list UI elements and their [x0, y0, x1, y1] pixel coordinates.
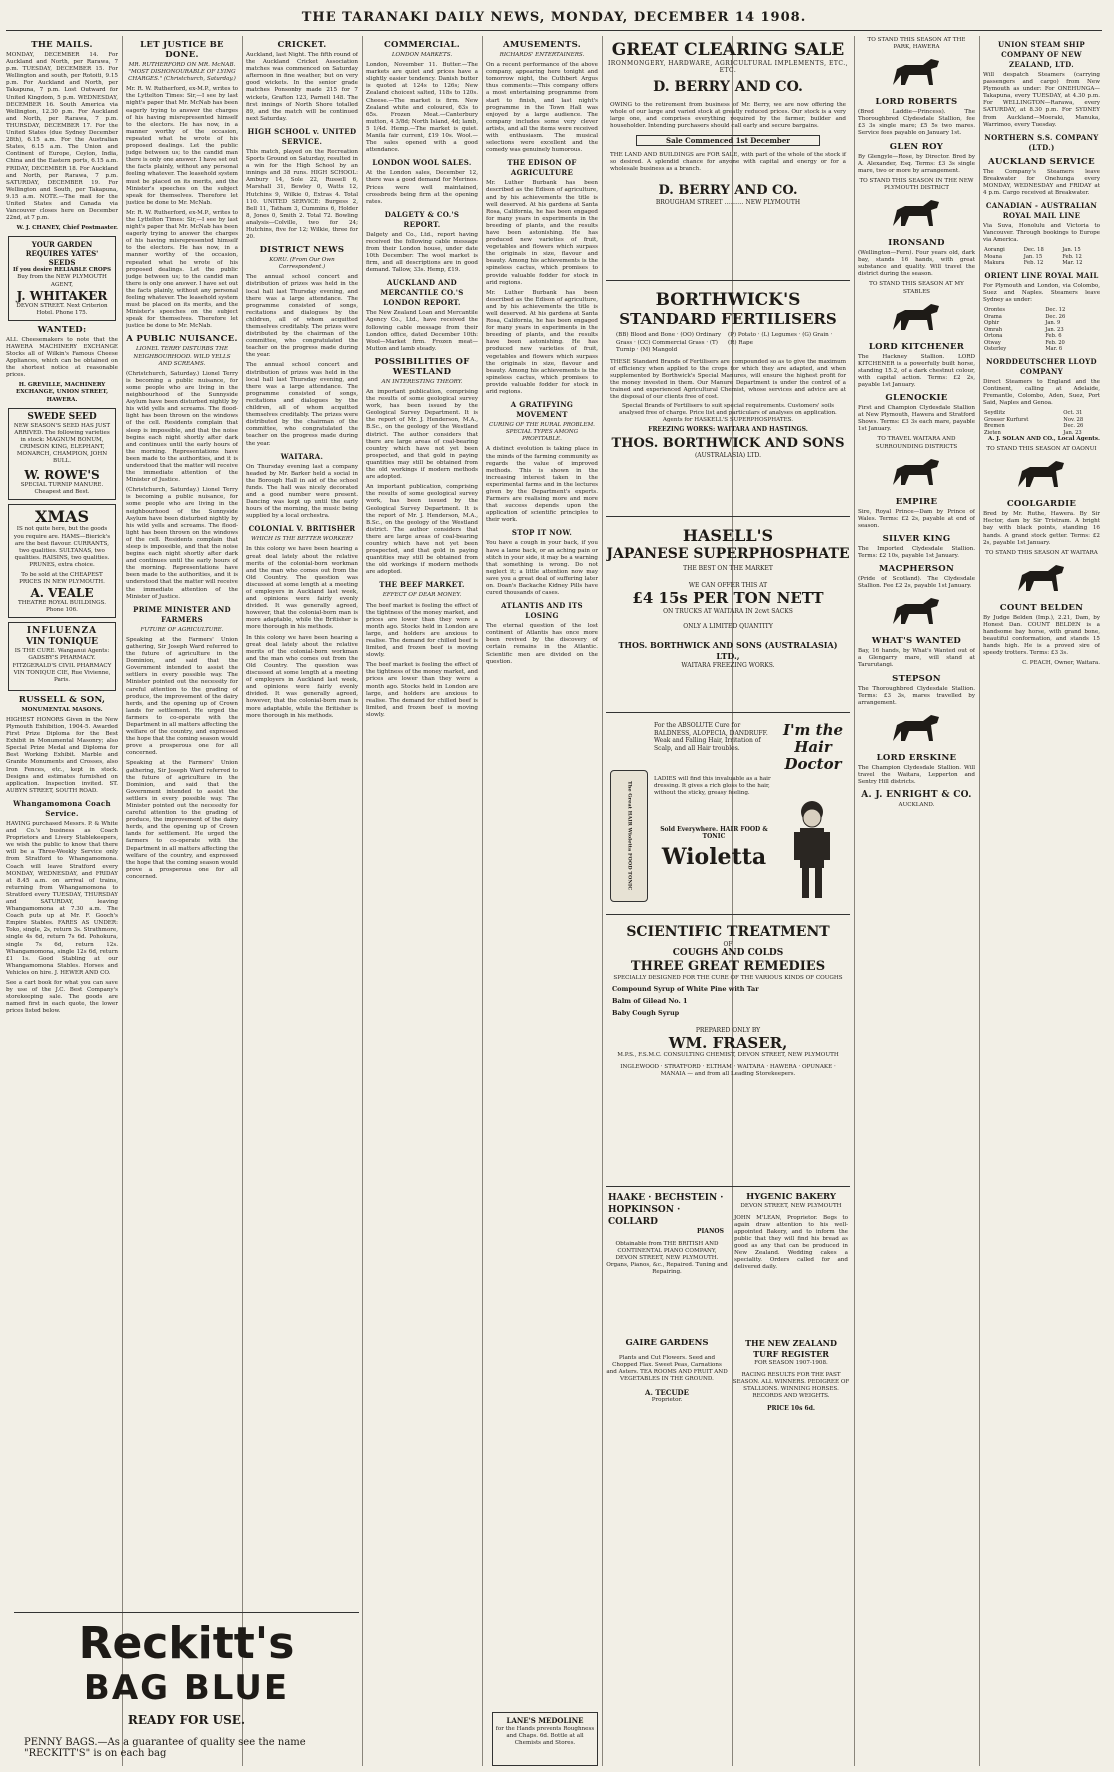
stallion-8-name: MACPHERSON	[878, 564, 955, 575]
bakery-title: HYGENIC BAKERY	[746, 1192, 836, 1202]
column-rule	[979, 36, 980, 1766]
coach-heading: Whangamomona Coach Service.	[13, 798, 111, 818]
edison-heading: THE EDISON OF AGRICULTURE	[507, 158, 577, 178]
veale-addr: THEATRE ROYAL BUILDINGS. Phone 106.	[17, 600, 107, 614]
swede-text: NEW SEASON'S SEED HAS JUST ARRIVED. The following varieties in stock: MAGNUM BONUM, CRIMSON KING, ELEPHANT, MONARCH, CHAMPION, JOHN BULL.	[13, 422, 111, 465]
turf-ad	[732, 1338, 850, 1488]
district-text: The annual school concert and distribution of prizes was held in the local hall last Thursday evening, and there was a large attendance. The programme consisted of songs, recitations and dialogues by the children, all of whom acquitted themselves creditably. The prizes were distributed by the chairman of the committee, who congratulated the teacher on the progress made during the year.	[246, 274, 358, 359]
column-rule	[602, 36, 603, 1766]
pm-sub: FUTURE OF AGRICULTURE.	[140, 626, 224, 633]
cricket-heading: CRICKET.	[277, 40, 327, 50]
table-cell: Grosser Kurfurst	[984, 416, 1029, 423]
atlantis-heading: ATLANTIS AND ITS LOSING	[501, 601, 583, 621]
belden-name: COUNT BELDEN	[999, 602, 1084, 613]
table-cell: Dec. 26	[1045, 313, 1066, 320]
borthwick-special: Special Brands of Fertilisers to suit special requirements. Customers' soils analysed free of charge. Price list and particulars of analyses on application. Agents for HASKELL'S SUPERPHOSPHATES.	[619, 402, 837, 423]
vin-text: IS THE CURE. Wanganui Agents: GADSBY'S PHARMACY. FITZGERALD'S CIVIL PHARMACY VIN TONIQUE CIE, Rue Vivienne, Paris.	[12, 648, 112, 683]
westland-heading: POSSIBILITIES OF WESTLAND	[374, 356, 470, 377]
coolgardie-head: TO STAND THIS SEASON AT OAONUI	[986, 446, 1097, 453]
horse-icon	[887, 55, 947, 93]
nuisance-sub: LIONEL TERRY DISTURBS THE NEIGHBOURHOOD. WILD YELLS AND SCREAMS.	[133, 346, 231, 367]
canadian-heading: CANADIAN - AUSTRALIAN ROYAL MAIL LINE	[985, 201, 1098, 221]
swede-heading: SWEDE SEED	[27, 411, 97, 422]
union-text: Will despatch Steamers (carrying passengers and cargo) from New Plymouth as under: For ONEHUNGA—Takapuna, every TUESDAY, at 4.30 p.m. For WELLINGTON—Rarawa, every SATURDAY, at 8.30 p.m. For SYDNEY from Auckland—Moeraki, Manuka, Warrimoo, every Tuesday.	[983, 72, 1100, 128]
justice-sub: MR. RUTHERFORD ON MR. McNAB. "MOST DISHONOURABLE OF LYING CHARGES." (Christchurch, Saturday.)	[128, 62, 236, 83]
hasell-firm-sub: WAITARA FREEZING WORKS.	[681, 662, 775, 669]
wanted-heading: WANTED:	[37, 324, 87, 335]
beef-text-cont: The beef market is feeling the effect of the tightness of the money market, and prices are lower than they were a month ago. Stocks held in London are large, and holders are anxious to realise. The demand for chilled beef is limited, and frozen beef is moving slowly.	[366, 662, 478, 718]
stallion-6-text: Sire, Royal Prince—Dam by Prince of Wales. Terms: £2 2s, payable at end of season.	[858, 508, 975, 529]
stallion-10-name: STEPSON	[892, 673, 941, 684]
stallion-10-text: The Thoroughbred Clydesdale Stallion. Terms: £3 3s, mares travelled by arrangement.	[858, 685, 975, 706]
reckitts-brand: Reckitt's	[78, 1618, 295, 1669]
fraser-agents: INGLEWOOD · STRATFORD · ELTHAM · WAITARA · HAWERA · OPUNAKE · MANAIA — and from all Leading Storekeepers.	[620, 1064, 836, 1077]
horse-icon	[887, 594, 947, 632]
table-cell: Nov. 28	[1063, 416, 1084, 423]
xmas-ad	[8, 504, 116, 618]
masthead: THE TARANAKI DAILY NEWS, MONDAY, DECEMBER 14 1908.	[301, 10, 807, 25]
yates-ad	[8, 236, 116, 320]
hasell-limited: ONLY A LIMITED QUANTITY	[683, 623, 773, 630]
table-cell: Jan. 23	[1063, 429, 1082, 436]
hasell-best: THE BEST ON THE MARKET	[683, 565, 773, 572]
vin-tonique: VIN TONIQUE	[25, 637, 99, 648]
stallion-3-head: TO STAND THIS SEASON IN THE NEW PLYMOUTH DISTRICT	[859, 177, 974, 191]
shipping-agent: A. J. SOLAN AND CO., Local Agents.	[987, 436, 1100, 443]
amusements-heading: AMUSEMENTS.	[502, 40, 582, 50]
fertiliser-list-left: (BB) Blood and Bone · (OO) Ordinary Grass · (CC) Commercial Grass · (T) Turnip · (M) Mangold	[616, 332, 722, 353]
column-5	[486, 36, 598, 1506]
yates-sub: If you desire RELIABLE CROPS	[12, 267, 112, 274]
russell-text: HIGHEST HONORS Given in the New Plymouth Exhibition, 1904-5. Awarded First Prize Diploma for the Best Exhibit in Monumental Masonry; also Special Prize Medal and Diploma for Best Working Exhibit. Marble and Granite Monuments and Crosses, also Iron Fences, etc., kept in stock. Designs and estimates furnished on application. Inspection invited. ST. AUBYN STREET, SOUTH ROAD.	[6, 716, 118, 794]
veale-text: To be sold at the CHEAPEST PRICES IN NEW PLYMOUTH.	[19, 571, 105, 586]
wioletta-bottle: The Great HAIR Wioletta FOOD TONIC	[610, 770, 648, 902]
yates-heading: YOUR GARDEN REQUIRES YATES' SEEDS	[25, 240, 99, 268]
sale-footer-addr: BROUGHAM STREET .......... NEW PLYMOUTH	[655, 198, 801, 206]
stallion-4-name: LORD KITCHENER	[868, 341, 965, 352]
lanes-text: for the Hands prevents Roughness and Chaps. 6d. Bottle at all Chemists and Stores.	[495, 1726, 595, 1746]
turf-text: RACING RESULTS FOR THE PAST SEASON. ALL WINNERS. PEDIGREE OF STALLIONS. WINNING HORSES. RECORDS AND WEIGHTS.	[732, 1371, 850, 1399]
fraser-of: OF	[723, 941, 733, 948]
horse-icon	[887, 455, 947, 493]
hasell-offer: WE CAN OFFER THIS AT	[688, 582, 768, 589]
fraser-sub: COUGHS AND COLDS	[672, 948, 784, 958]
table-cell: Jan. 23	[1045, 326, 1064, 333]
stallion-4-text: The Hackney Stallion. LORD KITCHENER is a powerfully built horse, standing 15.2, of a dark chestnut colour, with capital action. Terms: £2 2s, payable 1st January.	[858, 353, 975, 388]
wioletta-name: Wioletta	[661, 844, 767, 870]
stallion-6-head: TO TRAVEL WAITARA AND SURROUNDING DISTRICTS	[875, 436, 958, 450]
stallion-1-head: TO STAND THIS SEASON AT THE PARK, HAWERA	[867, 37, 966, 51]
sailing-row	[983, 260, 1100, 267]
borthwick-sub: STANDARD FERTILISERS	[619, 310, 837, 328]
horse-icon	[887, 711, 947, 749]
column-rule	[482, 36, 483, 1766]
wioletta-slogan: I'm the Hair Doctor	[782, 721, 844, 773]
remedy-2: Balm of Gilead No. 1	[612, 997, 688, 1005]
reckitts-footer: PENNY BAGS.—As a guarantee of quality see the name "RECKITT'S" is on each bag	[24, 1737, 306, 1759]
greville: H. GREVILLE, MACHINERY EXCHANGE, UNION STREET, HAWERA.	[15, 382, 109, 403]
stallion-3-name: IRONSAND	[888, 238, 945, 249]
fraser-ad	[606, 920, 850, 1187]
belden-text: By Judge Belden (Imp.), 2.21, Dam, by Honest Dan. COUNT BELDEN is a handsome bay horse, with grand bone, beautiful conformation, and stands 15 hands high. He is a proved sire of speedy trotters. Terms: £3 3s.	[983, 614, 1100, 657]
table-cell: Feb. 12	[1023, 260, 1044, 267]
orient-row	[983, 346, 1100, 353]
table-cell: Dec. 12	[1045, 307, 1066, 314]
xmas-text: IS not quite here, but the goods you require are. HAMS—Bierick's are the best flavour. CURRANTS, two qualities. SULTANAS, two qualities. RAISINS, two qualities. PRUNES, extra choice.	[13, 526, 111, 568]
commercial-text: London, November 11. Butter.—The markets are quiet and prices have a slightly easier tendency. Danish butter is quoted at 124s to 126s; New Zealand choicest salted, 118s to 120s. Cheese.—The market is firm. New Zealand white and coloured, 63s to 65s. Frozen Meat.—Canterbury mutton, 4 3/8d; North Island, 4d; lamb, 5 1/4d. Hemp.—The market is quiet. Manila fair current, £19 10s. Wool.—The sales opened with a good attendance.	[366, 62, 478, 154]
column-1	[6, 36, 118, 1606]
atlantis-text: The eternal question of the lost continent of Atlantis has once more been revived by the discovery of certain remains in the Atlantic. Scientific men are divided on the question.	[486, 623, 598, 665]
peach-owner: C. PEACH, Owner, Waitara.	[1022, 660, 1100, 667]
bakery-addr: DEVON STREET, NEW PLYMOUTH	[740, 1203, 842, 1209]
canadian-text: Via Suva, Honolulu and Victoria to Vancouver. Through bookings to Europe via America.	[983, 223, 1100, 244]
wool-text: At the London sales, December 12, there was a good demand for Merinos. Prices were well maintained, crossbreds being firm at the opening rates.	[366, 170, 478, 205]
justice-text: Mr. R. W. Rutherford, ex-M.P., writes to the Lyttelton Times: Sir,—I see by last night's paper that Mr. McNab has been eagerly trying to answer the charges of his having misrepresented himself to the electors. He has now, in a manner worthy of the occasion, repeated what he wrote of his proposed dealings. Let the public judge between us; to the candid man there is only one answer. I have set out the facts plainly, without any personal feeling whatever. The leasehold system must be placed on its merits, and the Minister's speeches on the subject speak for themselves. Therefore let justice be done to Mr. McNab.	[126, 86, 238, 206]
table-cell: Dec. 26	[1063, 423, 1084, 430]
pm-heading: PRIME MINISTER AND FARMERS	[133, 604, 231, 624]
coolgardie-name: COOLGARDIE	[1006, 499, 1077, 510]
colonial-text-cont: In this colony we have been hearing a great deal lately about the relative merits of the colonial-born workman and the man who comes out from the Old Country. The question was discussed at some length at a meeting of employers in Auckland last week, and opinions were fairly evenly divided. It was generally agreed, however, that the colonial-born man is more adaptable, while the Britisher is more thorough in his methods.	[246, 634, 358, 719]
stallion-7-text: The Imported Clydesdale Stallion. Terms: £2 10s, payable 1st January.	[858, 545, 975, 559]
lloyd-table	[983, 410, 1100, 436]
mercantile-heading: AUCKLAND AND MERCANTILE CO.'S LONDON REPORT.	[380, 278, 464, 308]
sale-sub: IRONMONGERY, HARDWARE, AGRICULTURAL IMPLEMENTS, ETC., ETC.	[607, 60, 849, 74]
nuisance-text: (Christchurch, Saturday.) Lionel Terry is becoming a public nuisance, for some people who are living in the neighbourhood of the Sunnyside Asylum have been disturbed nightly by his wild yells and screams. The flood-light has been thrown on the windows of the cell. Residents complain that sleep is impossible, and that the noise begins each night shortly after dark and continues until the early hours of the morning. Representations have been made to the authorities, and it is understood that the matter will receive the immediate attention of the Minister of Justice.	[126, 370, 238, 484]
orient-text: For Plymouth and London, via Colombo, Suez and Naples. Steamers leave Sydney as under:	[983, 282, 1100, 304]
hasell-price: £4 15s PER TON NETT	[632, 589, 824, 607]
fraser-three: THREE GREAT REMEDIES	[630, 959, 826, 974]
newspaper-page	[4, 0, 1104, 1772]
column-rule	[122, 36, 123, 1766]
influenza-heading: INFLUENZA	[26, 626, 98, 637]
table-cell: Ophir	[984, 320, 1000, 327]
richards-sub: RICHARDS' ENTERTAINERS.	[499, 52, 585, 58]
hasell-firm: THOS. BORTHWICK AND SONS (AUSTRALASIA) LTD.,	[618, 640, 838, 661]
column-9	[983, 36, 1100, 1766]
stallion-5-name: GLENOCKIE	[885, 393, 948, 404]
turf-season: FOR SEASON 1907-1908.	[754, 1360, 828, 1366]
district-sub: KORU. (From Our Own Correspondent.)	[269, 257, 335, 271]
district-text-cont: The annual school concert and distribution of prizes was held in the local hall last Thursday evening, and there was a large attendance. The programme consisted of songs, recitations and dialogues by the children, all of whom acquitted themselves creditably. The prizes were distributed by the chairman of the committee, who congratulated the teacher on the progress made during the year.	[246, 362, 358, 447]
table-cell: Seydlitz	[984, 410, 1006, 417]
dalgety-heading: DALGETY & CO.'S REPORT.	[384, 209, 460, 229]
remedy-1: Compound Syrup of White Pine with Tar	[612, 985, 759, 993]
stallion-2-text: By Glengyle—Rose, by Director. Bred by A. Alexander, Esq. Terms: £3 3s single mare, two or more by arrangement.	[858, 153, 975, 174]
stallion-9-text: Bay, 16 hands, by What's Wanted out of a Glengarry mare, will stand at Tarurutangi.	[858, 648, 975, 669]
highschool-text: This match, played on the Recreation Sports Ground on Saturday, resulted in a win for the High School by an innings and 38 runs. HIGH SCHOOL: Ambury 14, Sole 22, Russell 6, Marshall 31, Bewley 0, Watts 12, Hutchins 9, Wilkie 0, Extras 4. Total 110. UNITED SERVICE: Burgess 2, Bell 11, Tatham 3, Cummins 6, Holder 8, Jones 0, Smith 2. Total 72. Bowling analysis—Colville, two for 24; Hutchins, five for 12; Wilkie, three for 20.	[246, 148, 358, 241]
westland-sub: AN INTERESTING THEORY.	[381, 378, 463, 385]
coolgardie-text: Bred by Mr. Ruthe, Hawera. By Sir Hector, dam by Sir Tristram. A bright bay with black points, standing 16 hands. A grand stock getter. Terms: £2 2s, payable 1st January.	[983, 511, 1100, 546]
northern-sub: AUCKLAND SERVICE	[988, 156, 1095, 167]
rowe-text: SPECIAL TURNIP MANURE. Cheapest and Best.	[20, 482, 104, 496]
table-cell: Aorangi	[984, 247, 1005, 254]
stallion-1-text: (Bred Laddie—Princess). The Thoroughbred Clydesdale Stallion, fee £3 3s single mare; £5 5s two mares. Service fees payable on January 1st.	[858, 109, 975, 137]
reckitts-ad	[14, 1612, 359, 1763]
gardens-owner: A. TECUDE	[645, 1388, 689, 1398]
hasell-sub: JAPANESE SUPERPHOSPHATE	[606, 546, 850, 562]
column-rule	[362, 36, 363, 1766]
mercantile-text: The New Zealand Loan and Mercantile Agency Co., Ltd., have received the following cable message from their London office, dated December 10th: Wool—Market firm. Frozen meat—Mutton and lamb steady.	[366, 310, 478, 352]
swede-ad	[8, 408, 116, 501]
colonial-sub: WHICH IS THE BETTER WORKER?	[251, 536, 353, 543]
nuisance-text-cont: (Christchurch, Saturday.) Lionel Terry is becoming a public nuisance, for some people who are living in the neighbourhood of the Sunnyside Asylum have been disturbed nightly by his wild yells and screams. The flood-light has been thrown on the windows of the cell. Residents complain that sleep is impossible, and that the noise begins each night shortly after dark and continues until the early hours of the morning. Representations have been made to the authorities, and it is understood that the matter will receive the immediate attention of the Minister of Justice.	[126, 487, 238, 600]
column-rule	[854, 36, 855, 1766]
gardens-owner-sub: Proprietor.	[651, 1397, 683, 1404]
table-cell: Omrah	[984, 326, 1003, 333]
northern-text: The Company's Steamers leave Breakwater for Onehunga every MONDAY, WEDNESDAY and FRIDAY at 4 p.m. Cargo received at Breakwater.	[983, 168, 1100, 197]
amusements-text: On a recent performance of the above company, appearing here tonight and tomorrow night, the Cuthbert Argus thus comments:—This company offers a most entertaining programme from start to finish, and last night's programme in the Town Hall was enjoyed by a large audience. The company includes some very clever artists, and all the items were received with enthusiasm. The musical selections were excellent and the comedy was genuinely humorous.	[486, 62, 598, 154]
column-2	[126, 36, 238, 1606]
wanted-text: ALL Cheesemakers to note that the HAWERA MACHINERY EXCHANGE Stocks all of Wilkin's Famous Cheese Appliances, which can be obtained on the shortest notice at reasonable prices.	[6, 336, 118, 379]
fraser-title: SCIENTIFIC TREATMENT	[626, 924, 830, 940]
highschool-heading: HIGH SCHOOL v. UNITED SERVICE.	[247, 126, 357, 146]
table-cell: Orontes	[984, 307, 1006, 314]
sale-land: THE LAND AND BUILDINGS are FOR SALE, with part of the whole of the stock if so desired. A splendid chance for anyone with capital and energy or for a wholesale business as a branch.	[610, 151, 846, 172]
london-markets-sub: LONDON MARKETS.	[391, 52, 453, 58]
influenza-ad	[8, 622, 116, 690]
horse-icon	[1012, 457, 1072, 495]
sale-footer-firm: D. BERRY AND CO.	[658, 182, 798, 198]
column-4	[366, 36, 478, 1766]
belden-head: TO STAND THIS SEASON AT WAITARA	[985, 549, 1098, 556]
enright-addr: AUCKLAND.	[898, 802, 935, 809]
piano-makers: HAAKE · BECHSTEIN · HOPKINSON · COLLARD	[608, 1193, 724, 1227]
waitara-heading: WAITARA.	[280, 451, 324, 461]
coach-text: HAVING purchased Messrs. P. & White and Co.'s business as Coach Proprietors and Livery Stablekeepers, we wish the public to know that there will be a Three-Weekly Service only from Stratford to Whangamomona. Coach will leave Stratford every MONDAY, WEDNESDAY, and FRIDAY at 8.45 a.m. on arrival of trains, returning from Whangamomona to Stratford every TUESDAY, THURSDAY and SATURDAY, leaving Whangamomona at 7.30 a.m. The Coach puts up at Mr. F. Gooch's Empire Stables. FARES AS UNDER: Toko, single, 2s, return 3s. Strathmore, single 4s 6d, return 7s 6d. Pohokura, single 7s 6d, return 12s. Whangamomona, single 12s 6d, return £1 1s. Good Stabling at our Whangamomona Stables. Horses and Vehicles on hire. J. HEWER AND CO.	[6, 820, 118, 976]
whitaker-text: Buy from the NEW PLYMOUTH AGENT,	[17, 274, 107, 288]
beef-sub: EFFECT OF DEAR MONEY.	[382, 592, 462, 599]
fraser-chemist: WM. FRASER,	[668, 1034, 788, 1052]
nlloyd-heading: NORDDEUTSCHER LLOYD COMPANY	[986, 356, 1097, 376]
whitaker-name: J. WHITAKER	[16, 288, 108, 303]
reckitts-product: BAG BLUE	[83, 1668, 290, 1708]
stallion-6-name: EMPIRE	[895, 496, 938, 507]
borthwick-firm-sub: (AUSTRALASIA) LTD.	[694, 451, 762, 459]
table-cell: Otway	[984, 339, 1001, 346]
borthwick-firm: THOS. BORTHWICK AND SONS	[611, 435, 845, 451]
table-cell: Makura	[984, 260, 1005, 267]
table-cell: Jan. 15	[1062, 247, 1081, 254]
sale-text: OWING to the retirement from business of Mr. Berry, we are now offering the whole of our large and varied stock at greatly reduced prices. Our stock is a very large one, and comprises everything required by the farmer, builder and householder. Intending purchasers should call early and secure bargains.	[610, 101, 846, 129]
veale-name: A. VEALE	[30, 586, 94, 601]
column-8	[858, 36, 975, 1766]
enright-name: A. J. ENRIGHT & CO.	[861, 790, 972, 801]
fraser-chemist-sub: M.P.S., F.S.M.C. CONSULTING CHEMIST, DEVON STREET, NEW PLYMOUTH	[617, 1052, 839, 1058]
table-cell: Ortona	[984, 333, 1003, 340]
waitara-text: On Thursday evening last a company headed by Mr. Barker held a social in the Borough Hall in aid of the school funds. The hall was nicely decorated and a good number were present. Dancing was kept up until the early hours of the morning, the music being supplied by a local orchestra.	[246, 463, 358, 520]
reckitts-tagline: READY FOR USE.	[127, 1713, 246, 1727]
hasell-ad	[606, 522, 850, 713]
colonial-text: In this colony we have been hearing a great deal lately about the relative merits of the colonial-born workman and the man who comes out from the Old Country. The question was discussed at some length at a meeting of employers in Auckland last week, and opinions were fairly evenly divided. It was generally agreed, however, that the colonial-born man is more adaptable, while the Britisher is more thorough in his methods.	[246, 546, 358, 631]
rowe-name: W. ROWE'S	[24, 468, 100, 483]
sale-commence: Sale Commenced 1st December	[636, 135, 820, 146]
borthwick-works: FREEZING WORKS: WAITARA AND HASTINGS.	[648, 425, 808, 433]
table-cell: Moana	[984, 253, 1002, 260]
wool-heading: LONDON WOOL SALES.	[372, 158, 472, 168]
pm-text: Speaking at the Farmers' Union gathering, Sir Joseph Ward referred to the future of agriculture in the Dominion, and said that the Government intended to assist the settlers in every possible way. The Minister pointed out the necessity for careful attention to the grading of produce, the improvement of the dairy herds, and the opening up of Crown lands for settlement. He urged the farmers to co-operate with the Department in all matters affecting the welfare of the country, and expressed the hope that the coming season would prove a prosperous one for all concerned.	[126, 636, 238, 757]
table-cell: Jan. 9	[1045, 320, 1061, 327]
northern-heading: NORTHERN S.S. COMPANY (LTD.)	[984, 132, 1099, 152]
pm-text-cont: Speaking at the Farmers' Union gathering, Sir Joseph Ward referred to the future of agriculture in the Dominion, and said that the Government intended to assist the settlers in every possible way. The Minister pointed out the necessity for careful attention to the grading of produce, the improvement of the dairy herds, and the opening up of Crown lands for settlement. He urged the farmers to co-operate with the Department in all matters affecting the welfare of the country, and expressed the hope that the coming season would prove a prosperous one for all concerned.	[126, 760, 238, 880]
stallion-11-text: The Champion Clydesdale Stallion. Will travel the Waitara, Lepperton and Sentry Hill districts.	[858, 764, 975, 786]
borthwick-title: BORTHWICK'S	[655, 290, 801, 310]
stallion-9-name: WHAT'S WANTED	[871, 636, 962, 647]
russell-heading: RUSSELL & SON,	[18, 694, 106, 705]
table-cell: Zieten	[984, 429, 1001, 436]
gardens-title: GAIRE GARDENS	[625, 1338, 709, 1348]
stallion-3-text: (Wellington—Fern). Four years old, dark bay, stands 16 hands, with great substance and quality. Will travel the district during the season.	[858, 250, 975, 278]
stallion-4-head: TO STAND THIS SEASON AT MY STABLES	[869, 281, 964, 295]
lanes-title: LANE'S MEDOLINE	[506, 1716, 584, 1725]
table-cell: Bremen	[984, 423, 1005, 430]
horse-icon	[887, 196, 947, 234]
hint-text: See a cart book for what you can save by use of the J.C. Best Company's storekeeping sale. The goods are named first in each quote, the lower prices listed below.	[6, 980, 118, 1015]
edison-text-cont: Mr. Luther Burbank has been described as the Edison of agriculture, and by his achievements the title is well deserved. At his gardens at Santa Rosa, California, he has been engaged for many years in experiments in the breeding of plants, and the results have been astonishing. He has produced new varieties of fruit, vegetables and flowers which surpass the originals in size, flavour and beauty. Among his achievements is the spineless cactus, which promises to provide valuable fodder for stock in arid regions.	[486, 289, 598, 396]
stallion-7-name: SILVER KING	[882, 533, 951, 544]
stallion-5-text: First and Champion Clydesdale Stallion at New Plymouth, Hawera and Stratford Shows. Terms: £3 3s each mare, payable 1st January.	[858, 405, 975, 433]
table-cell: Mar. 6	[1045, 346, 1063, 353]
stallion-11-name: LORD ERSKINE	[876, 752, 957, 763]
table-cell: Feb. 6	[1045, 333, 1062, 340]
fraser-special: SPECIALLY DESIGNED FOR THE CURE OF THE VARIOUS KINDS OF COUGHS	[613, 975, 843, 981]
bakery-ad	[732, 1192, 850, 1332]
colonial-heading: COLONIAL V. BRITISHER	[248, 524, 356, 534]
stop-heading: STOP IT NOW.	[511, 528, 573, 538]
lanes-ad	[492, 1712, 598, 1766]
xmas-heading: XMAS	[34, 507, 90, 527]
piano-text: Obtainable from THE BRITISH AND CONTINENTAL PIANO COMPANY, DEVON STREET, NEW PLYMOUTH. Organs, Pianos, &c., Repaired. Tuning and Repairing.	[606, 1240, 728, 1275]
hair-doctor-figure-icon	[784, 798, 840, 902]
table-cell: Feb. 12	[1062, 253, 1082, 260]
pianos-ad	[606, 1192, 728, 1332]
wioletta-sold: Sold Everywhere. HAIR FOOD & TONIC	[660, 826, 768, 840]
borthwick-ad	[606, 286, 850, 517]
sale-firm: D. BERRY AND CO.	[653, 79, 803, 95]
stallion-1-name: LORD ROBERTS	[875, 97, 958, 108]
table-cell: Osterley	[984, 346, 1007, 353]
table-cell: Feb. 20	[1045, 339, 1065, 346]
table-cell: Oct. 31	[1063, 410, 1083, 417]
wioletta-ladies: LADIES will find this invaluable as a hair dressing. It gives a rich gloss to the hair, without the sticky, greasy feeling.	[654, 776, 771, 796]
wioletta-ad	[606, 718, 850, 915]
postmaster: W. J. CHANEY, Chief Postmaster.	[16, 225, 118, 232]
turf-price: PRICE 10s 6d.	[766, 1405, 816, 1413]
canadian-sailings-table	[983, 247, 1100, 267]
fertiliser-list-right: (P) Potato · (L) Legumes · (G) Grain · (R) Rape	[728, 332, 833, 346]
bakery-text: JOHN M'LEAN, Proprietor. Begs to again draw attention to his well-appointed Bakery, and to inform the public that they will find his bread as good as any that can be produced in New Zealand. Wedding cakes a speciality. Orders called for and delivered daily.	[734, 1214, 848, 1270]
nlloyd-text: Direct Steamers to England and the Continent, calling at Adelaide, Fremantle, Colombo, Aden, Suez, Port Said, Naples and Genoa.	[983, 378, 1100, 406]
table-cell: Orama	[984, 313, 1002, 320]
hasell-terms: ON TRUCKS AT WAITARA IN 2cwt SACKS	[663, 608, 793, 615]
mails-text: MONDAY, DECEMBER 14. For Auckland and North, per Rarawa, 7 p.m. TUESDAY, DECEMBER 15. For Wellington and south, per Rotoiti, 9.15 p.m. For Auckland and North, per Takapuna, 7 p.m. Lost Outward for United Kingdom, 5 p.m. WEDNESDAY, DECEMBER 16. South America via Wellington, 12.30 p.m. For Auckland and North, per Rarawa, 7 p.m. THURSDAY, DECEMBER 17. For the United States (due Sydney December 28th), 6.15 a.m. For the Australian States, 6.15 a.m. The Union and Continent of Europe, Ceylon, India, China and the Eastern ports, 6.15 a.m. FRIDAY, DECEMBER 18. For Auckland and North, per Rarawa, 7 p.m. SATURDAY, DECEMBER 19. For Wellington and South, per Takapuna, 9.15 a.m. NOTE.—The mail for the United States and Canada via Vancouver closes here on December 22nd, at 7 p.m.	[6, 52, 118, 222]
horse-icon	[1012, 561, 1072, 599]
horse-icon	[887, 300, 947, 338]
gardens-ad	[606, 1338, 728, 1488]
column-rule	[242, 36, 243, 1766]
fraser-prepared: PREPARED ONLY BY	[695, 1027, 761, 1034]
borthwick-text: THESE Standard Brands of Fertilisers are compounded so as to give the maximum of efficiency when applied to the crops for which they are adapted, and when supplemented by Borthwick's Special Manures, will ensure the highest profit for the money invested in them. Our Manure Department is under the control of a trained and experienced Agricultural Chemist, whose services and advice are at the disposal of our clients free of cost.	[610, 358, 846, 400]
remedy-3: Baby Cough Syrup	[612, 1009, 680, 1017]
westland-text-cont: An important publication, comprising the results of some geological survey work, has been issued by the Geological Survey Department. It is the report of Mr. J. Henderson, M.A., B.Sc., on the geology of the Westland district. The author considers that there are large areas of coal-bearing country which have not yet been prospected, and that gold in paying quantities may still be obtained from the old workings if modern methods are adopted.	[366, 484, 478, 576]
beef-heading: THE BEEF MARKET.	[379, 580, 465, 590]
hasell-title: HASELL'S	[682, 526, 774, 545]
mails-heading: THE MAILS.	[31, 40, 93, 50]
table-cell: Jan. 15	[1023, 253, 1043, 260]
dalgety-text: Dalgety and Co., Ltd., report having received the following cable message from their London house, under date 10th December: The wool market is firm, and all descriptions are in good demand. Tallow, 33s. Hemp, £19.	[366, 231, 478, 274]
table-cell: Dec. 18	[1023, 247, 1044, 254]
orient-table	[983, 307, 1100, 353]
district-heading: DISTRICT NEWS	[259, 245, 345, 256]
edison-text: Mr. Luther Burbank has been described as the Edison of agriculture, and by his achievements the title is well deserved. At his gardens at Santa Rosa, California, he has been engaged for many years in experiments in the breeding of plants, and the results have been astonishing. He has produced new varieties of fruit, vegetables and flowers which surpass the originals in size, flavour and beauty. Among his achievements is the spineless cactus, which promises to provide valuable fodder for stock in arid regions.	[486, 180, 598, 286]
stallion-2-name: GLEN ROY	[889, 141, 944, 152]
union-heading: UNION STEAM SHIP COMPANY OF NEW ZEALAND, LTD.	[998, 40, 1085, 69]
piano-label: PIANOS	[696, 1228, 724, 1235]
cricket-text: Auckland, last Night. The fifth round of the Auckland Cricket Association matches was commenced on Saturday afternoon in fine weather, but on very good wickets. In the senior grade matches Ponsonby made 215 for 7 wickets, Grafton 123, Parnell 148. The first innings of North Shore totalled 89, and the match will be continued next Saturday.	[246, 52, 358, 122]
sale-title: GREAT CLEARING SALE	[611, 40, 845, 60]
russell-sub: MONUMENTAL MASONS.	[21, 706, 103, 713]
commercial-heading: COMMERCIAL.	[383, 40, 461, 50]
clearing-sale-ad	[606, 40, 850, 281]
justice-text-cont: Mr. R. W. Rutherford, ex-M.P., writes to the Lyttelton Times: Sir,—I see by last night's paper that Mr. McNab has been eagerly trying to answer the charges of his having misrepresented himself to the electors. He has now, in a manner worthy of the occasion, repeated what he wrote of his proposed dealings. Let the public judge between us; to the candid man there is only one answer. I have set out the facts plainly, without any personal feeling whatever. The leasehold system must be placed on its merits, and the Minister's speeches on the subject speak for themselves. Therefore let justice be done to Mr. McNab.	[126, 209, 238, 330]
orient-heading: ORIENT LINE ROYAL MAIL	[984, 270, 1099, 280]
westland-text: An important publication, comprising the results of some geological survey work, has been issued by the Geological Survey Department. It is the report of Mr. J. Henderson, M.A., B.Sc., on the geology of the Westland district. The author considers that there are large areas of coal-bearing country which have not yet been prospected, and that gold in paying quantities may still be obtained from the old workings if modern methods are adopted.	[366, 389, 478, 481]
gratifying-heading: A GRATIFYING MOVEMENT	[510, 400, 574, 420]
table-cell: Mar. 12	[1062, 260, 1083, 267]
justice-heading: LET JUSTICE BE DONE.	[140, 40, 224, 60]
masthead-rule	[6, 30, 1102, 31]
beef-text: The beef market is feeling the effect of the tightness of the money market, and prices are lower than they were a month ago. Stocks held in London are large, and holders are anxious to realise. The demand for chilled beef is limited, and frozen beef is moving slowly.	[366, 602, 478, 659]
stallion-8-text: (Pride of Scotland). The Clydesdale Stallion. Fee £2 2s, payable 1st January.	[858, 576, 975, 590]
stop-text: You have a cough in your back, if you have a lame back, or an aching pain or stitch in your side, it may be a warning that something is wrong. Do not neglect it; a little attention now may save you a great deal of suffering later on. Doan's Backache Kidney Pills have cured thousands of cases.	[486, 540, 598, 597]
nuisance-heading: A PUBLIC NUISANCE.	[126, 334, 238, 345]
turf-title: THE NEW ZEALAND TURF REGISTER	[745, 1338, 837, 1359]
gratifying-sub: CURING OF THE RURAL PROBLEM. SPECIAL TYPES AMONG PROFITABLE.	[489, 422, 595, 443]
whitaker-addr: DEVON STREET. Next Criterion Hotel. Phone 175.	[16, 302, 108, 316]
gratifying-text: A distinct evolution is taking place in the minds of the farming community as regards the value of improved methods. This is shown in the increasing interest taken in the experimental farms and in the lectures given by the Department's experts. Farmers are realising more and more that success depends upon the application of scientific principles to their work.	[486, 446, 598, 524]
wioletta-intro: For the ABSOLUTE Cure for BALDNESS, ALOPECIA, DANDRUFF. Weak and Falling Hair, Irritation of Scalp, and all Hair troubles.	[654, 722, 768, 752]
gardens-text: Plants and Cut Flowers. Seed and Chopped Flax. Sweet Peas, Carnations and Asters. TEA ROOMS AND FRUIT AND VEGETABLES IN THE GROUND.	[606, 1354, 728, 1382]
column-3	[246, 36, 358, 1606]
